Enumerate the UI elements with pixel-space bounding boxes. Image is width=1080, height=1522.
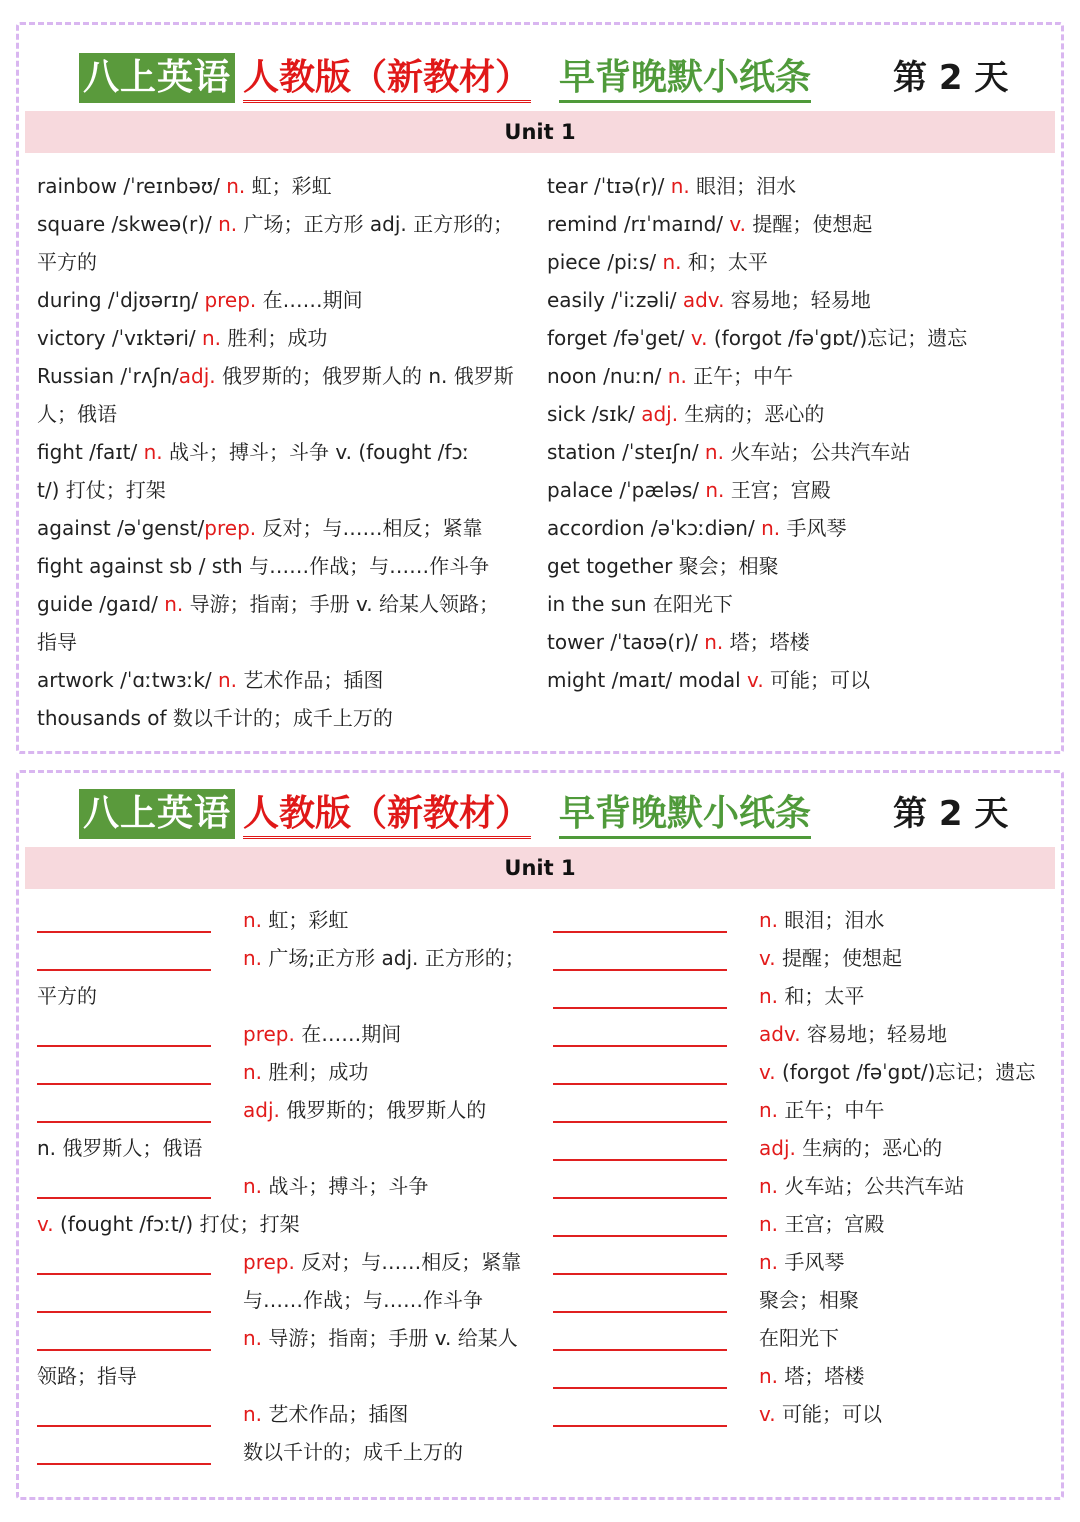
vocab-word: against /əˈgenst/	[37, 516, 205, 540]
meaning-text: 虹；彩虹	[262, 908, 349, 932]
vocab-entry	[547, 623, 1047, 661]
answer-blank[interactable]	[553, 1045, 727, 1047]
answer-blank[interactable]	[553, 1425, 727, 1427]
part-of-speech: n.	[662, 250, 682, 274]
answer-blank[interactable]	[553, 1387, 727, 1389]
part-of-speech: v.	[690, 326, 708, 350]
part-of-speech: n.	[218, 668, 238, 692]
meaning-text: 艺术作品；插图	[262, 1402, 409, 1426]
vocab-entry	[37, 623, 537, 661]
vocab-word: in the sun 在阳光下	[547, 592, 733, 616]
answer-blank[interactable]	[37, 1045, 211, 1047]
part-of-speech: v.	[729, 212, 747, 236]
quiz-meaning	[243, 1053, 368, 1091]
vocab-meaning: 容易地；轻易地	[724, 288, 871, 312]
vocab-entry	[37, 471, 537, 509]
vocab-entry	[547, 585, 1047, 623]
meaning-text: 和；太平	[778, 984, 865, 1008]
title-subject: 八上英语	[79, 789, 235, 839]
part-of-speech: adj.	[641, 402, 679, 426]
part-of-speech: n.	[143, 440, 163, 464]
title-series: 早背晚默小纸条	[559, 53, 811, 103]
part-of-speech: n.	[226, 174, 246, 198]
part-of-speech: n.	[704, 440, 724, 464]
meaning-text: 在……期间	[294, 1022, 402, 1046]
vocab-meaning: 战斗；搏斗；斗争 v. (fought /fɔː	[162, 440, 470, 464]
part-of-speech: n.	[759, 1364, 779, 1388]
quiz-meaning	[243, 1015, 401, 1053]
vocab-word: easily /ˈiːzəli/	[547, 288, 683, 312]
quiz-meaning	[243, 901, 348, 939]
vocab-meaning: 眼泪；泪水	[689, 174, 797, 198]
vocab-word: 平方的	[37, 250, 97, 274]
vocab-meaning: 手风琴	[780, 516, 847, 540]
part-of-speech: n.	[164, 592, 184, 616]
quiz-meaning	[243, 1319, 518, 1357]
part-of-speech: v.	[759, 1060, 776, 1084]
vocab-entry	[547, 281, 1047, 319]
meaning-text: 数以千计的；成千上万的	[243, 1440, 463, 1464]
answer-blank[interactable]	[553, 1273, 727, 1275]
quiz-row	[553, 1243, 1053, 1281]
quiz-meaning	[37, 977, 97, 1015]
part-of-speech: prep.	[243, 1022, 295, 1046]
vocab-meaning: 俄罗斯的；俄罗斯人的 n. 俄罗斯	[215, 364, 514, 388]
quiz-row	[553, 1015, 1053, 1053]
quiz-row	[553, 1129, 1053, 1167]
answer-blank[interactable]	[37, 931, 211, 933]
vocab-entry	[547, 471, 1047, 509]
meaning-text: 胜利；成功	[262, 1060, 369, 1084]
day-label: 第 2 天	[893, 58, 1009, 98]
meaning-text: 广场;正方形 adj. 正方形的；	[262, 946, 525, 970]
answer-blank[interactable]	[37, 1311, 211, 1313]
vocab-meaning: 正午；中午	[686, 364, 794, 388]
vocab-word: square /skweə(r)/	[37, 212, 219, 236]
vocab-entry	[547, 547, 1047, 585]
quiz-meaning	[37, 1205, 300, 1243]
answer-blank[interactable]	[553, 1235, 727, 1237]
vocab-entry	[37, 699, 537, 737]
quiz-row	[37, 1357, 537, 1395]
vocab-meaning: 塔；塔楼	[723, 630, 810, 654]
meaning-text: (forgot /fəˈgɒt/)忘记；遗忘	[775, 1060, 1036, 1084]
part-of-speech: n.	[667, 364, 687, 388]
vocab-entry	[37, 509, 537, 547]
vocab-meaning: 在……期间	[256, 288, 363, 312]
unit-bar: Unit 1	[25, 847, 1055, 889]
answer-blank[interactable]	[37, 1121, 211, 1123]
vocab-entry	[547, 661, 1047, 699]
quiz-row	[37, 1281, 537, 1319]
part-of-speech: n.	[759, 1098, 779, 1122]
vocab-entry	[37, 281, 537, 319]
answer-blank[interactable]	[553, 931, 727, 933]
answer-blank[interactable]	[37, 1463, 211, 1465]
answer-blank[interactable]	[553, 1121, 727, 1123]
part-of-speech: n.	[243, 908, 263, 932]
meaning-text: 反对；与……相反；紧靠	[294, 1250, 522, 1274]
quiz-row	[37, 1167, 537, 1205]
vocab-list-left	[37, 167, 537, 737]
part-of-speech: adj.	[759, 1136, 796, 1160]
vocab-word: might /maɪt/ modal	[547, 668, 748, 692]
quiz-row	[553, 1319, 1053, 1357]
vocab-meaning: 王宫；宫殿	[724, 478, 831, 502]
vocab-word: Russian /ˈrʌʃn/	[37, 364, 179, 388]
quiz-row	[37, 1015, 537, 1053]
vocab-meaning: 艺术作品；插图	[237, 668, 384, 692]
answer-blank[interactable]	[553, 1349, 727, 1351]
vocab-meaning: 和；太平	[681, 250, 768, 274]
quiz-meaning	[759, 1091, 884, 1129]
day-label: 第 2 天	[893, 794, 1009, 834]
quiz-row	[553, 939, 1053, 977]
vocab-meaning: 胜利；成功	[221, 326, 328, 350]
vocab-entry	[547, 433, 1047, 471]
vocab-entry	[37, 319, 537, 357]
part-of-speech: n.	[243, 946, 263, 970]
vocab-entry	[37, 395, 537, 433]
vocab-word: get together 聚会；相聚	[547, 554, 779, 578]
quiz-meaning	[759, 1281, 859, 1319]
vocab-word: accordion /əˈkɔːdiən/	[547, 516, 762, 540]
meaning-text: 提醒；使想起	[775, 946, 902, 970]
vocab-entry	[37, 167, 537, 205]
vocab-word: t/) 打仗；打架	[37, 478, 166, 502]
quiz-row	[37, 1319, 537, 1357]
quiz-meaning	[243, 1167, 428, 1205]
vocab-word: remind /rɪˈmaɪnd/	[547, 212, 730, 236]
vocab-entry	[547, 243, 1047, 281]
vocab-word: rainbow /ˈreɪnbəʊ/	[37, 174, 227, 198]
vocab-meaning: (forgot /fəˈgɒt/)忘记；遗忘	[707, 326, 968, 350]
part-of-speech: n.	[704, 630, 724, 654]
quiz-row	[553, 1205, 1053, 1243]
vocab-entry	[547, 509, 1047, 547]
vocab-entry	[37, 433, 537, 471]
vocab-entry	[547, 395, 1047, 433]
answer-blank[interactable]	[37, 1349, 211, 1351]
answer-blank[interactable]	[553, 1007, 727, 1009]
quiz-row	[37, 1205, 537, 1243]
vocab-word: palace /ˈpæləs/	[547, 478, 706, 502]
vocab-meaning: 生病的；恶心的	[678, 402, 825, 426]
quiz-row	[553, 977, 1053, 1015]
part-of-speech: n.	[759, 908, 779, 932]
quiz-meaning	[759, 1319, 839, 1357]
quiz-meaning	[243, 939, 525, 977]
quiz-meaning	[759, 1167, 964, 1205]
vocab-word: fight against sb / sth 与……作战；与……作斗争	[37, 554, 490, 578]
answer-blank[interactable]	[553, 969, 727, 971]
meaning-text: 正午；中午	[778, 1098, 885, 1122]
vocab-entry	[547, 357, 1047, 395]
part-of-speech: prep.	[204, 516, 257, 540]
study-card	[16, 22, 1064, 754]
title-edition: 人教版（新教材）	[243, 53, 531, 103]
vocab-word: 指导	[37, 630, 77, 654]
part-of-speech: n.	[759, 1250, 779, 1274]
vocab-word: piece /piːs/	[547, 250, 663, 274]
part-of-speech: prep.	[204, 288, 257, 312]
vocab-entry	[37, 205, 537, 243]
part-of-speech: n.	[243, 1060, 263, 1084]
unit-bar: Unit 1	[25, 111, 1055, 153]
quiz-card	[16, 770, 1064, 1500]
meaning-text: 容易地；轻易地	[800, 1022, 947, 1046]
answer-blank[interactable]	[37, 1083, 211, 1085]
part-of-speech: adj.	[243, 1098, 280, 1122]
vocab-meaning: 火车站；公共汽车站	[723, 440, 911, 464]
meaning-text: 领路；指导	[37, 1364, 137, 1388]
vocab-word: station /ˈsteɪʃn/	[547, 440, 705, 464]
part-of-speech: n.	[759, 984, 779, 1008]
quiz-row	[553, 1053, 1053, 1091]
meaning-text: 生病的；恶心的	[795, 1136, 943, 1160]
quiz-meaning	[37, 1357, 137, 1395]
vocab-entry	[37, 547, 537, 585]
part-of-speech: n.	[759, 1174, 779, 1198]
quiz-meaning	[759, 1243, 844, 1281]
answer-blank[interactable]	[553, 1197, 727, 1199]
meaning-text: 手风琴	[778, 1250, 845, 1274]
quiz-row	[553, 1091, 1053, 1129]
meaning-text: 与……作战；与……作斗争	[243, 1288, 483, 1312]
meaning-text: 战斗；搏斗；斗争	[262, 1174, 429, 1198]
part-of-speech: n.	[243, 1174, 263, 1198]
part-of-speech: n.	[202, 326, 222, 350]
vocab-entry	[547, 205, 1047, 243]
vocab-word: fight /faɪt/	[37, 440, 144, 464]
quiz-row	[37, 1129, 537, 1167]
vocab-meaning: 广场；正方形 adj. 正方形的；	[237, 212, 514, 236]
part-of-speech: adj.	[178, 364, 216, 388]
quiz-row	[37, 1433, 537, 1471]
quiz-meaning	[759, 901, 884, 939]
vocab-word: during /ˈdjʊərɪŋ/	[37, 288, 205, 312]
quiz-meaning	[243, 1281, 483, 1319]
title-subject: 八上英语	[79, 53, 235, 103]
quiz-meaning	[759, 1357, 864, 1395]
answer-blank[interactable]	[37, 1197, 211, 1199]
answer-blank[interactable]	[37, 969, 211, 971]
part-of-speech: adv.	[682, 288, 725, 312]
quiz-row	[37, 977, 537, 1015]
part-of-speech: n.	[243, 1402, 263, 1426]
quiz-meaning	[243, 1243, 521, 1281]
meaning-text: 塔；塔楼	[778, 1364, 865, 1388]
answer-blank[interactable]	[37, 1273, 211, 1275]
part-of-speech: n.	[243, 1326, 263, 1350]
vocab-word: thousands of 数以千计的；成千上万的	[37, 706, 393, 730]
vocab-entry	[547, 167, 1047, 205]
part-of-speech: n.	[759, 1212, 779, 1236]
quiz-row	[553, 1167, 1053, 1205]
vocab-word: victory /ˈvɪktəri/	[37, 326, 202, 350]
vocab-meaning: 导游；指南；手册 v. 给某人领路；	[183, 592, 499, 616]
vocab-entry	[37, 585, 537, 623]
part-of-speech: v.	[37, 1212, 54, 1236]
card-header	[19, 25, 1061, 111]
quiz-meaning	[759, 939, 902, 977]
meaning-text: 在阳光下	[759, 1326, 839, 1350]
meaning-text: 平方的	[37, 984, 97, 1008]
vocab-word: tower /ˈtaʊə(r)/	[547, 630, 705, 654]
vocab-meaning: 提醒；使想起	[746, 212, 873, 236]
vocab-word: forget /fəˈget/	[547, 326, 691, 350]
quiz-meaning	[243, 1091, 486, 1129]
part-of-speech: n.	[705, 478, 725, 502]
quiz-meaning	[759, 1395, 882, 1433]
quiz-row	[37, 1243, 537, 1281]
title-series: 早背晚默小纸条	[559, 789, 811, 839]
meaning-text: 俄罗斯的；俄罗斯人的	[279, 1098, 487, 1122]
meaning-text: 导游；指南；手册 v. 给某人	[262, 1326, 518, 1350]
vocab-word: artwork /ˈɑːtwɜːk/	[37, 668, 218, 692]
answer-blank[interactable]	[553, 1083, 727, 1085]
part-of-speech: v.	[759, 1402, 776, 1426]
part-of-speech: n.	[218, 212, 238, 236]
meaning-text: n. 俄罗斯人；俄语	[37, 1136, 203, 1160]
part-of-speech: prep.	[243, 1250, 295, 1274]
vocab-entry	[547, 319, 1047, 357]
quiz-row	[37, 1053, 537, 1091]
quiz-list-right	[553, 901, 1053, 1433]
vocab-entry	[37, 661, 537, 699]
meaning-text: (fought /fɔːt/) 打仗；打架	[53, 1212, 300, 1236]
quiz-list-left	[37, 901, 537, 1471]
answer-blank[interactable]	[553, 1159, 727, 1161]
vocab-list-right	[547, 167, 1047, 699]
meaning-text: 火车站；公共汽车站	[778, 1174, 965, 1198]
quiz-meaning	[759, 1205, 884, 1243]
quiz-meaning	[759, 977, 864, 1015]
meaning-text: 聚会；相聚	[759, 1288, 859, 1312]
quiz-meaning	[243, 1395, 408, 1433]
vocab-word: noon /nuːn/	[547, 364, 668, 388]
vocab-entry	[37, 243, 537, 281]
vocab-word: guide /gaɪd/	[37, 592, 165, 616]
quiz-row	[553, 1281, 1053, 1319]
vocab-meaning: 可能；可以	[763, 668, 871, 692]
quiz-row	[37, 1395, 537, 1433]
part-of-speech: n.	[670, 174, 690, 198]
vocab-word: tear /ˈtɪə(r)/	[547, 174, 671, 198]
quiz-row	[553, 1395, 1053, 1433]
quiz-meaning	[243, 1433, 463, 1471]
quiz-meaning	[759, 1015, 947, 1053]
quiz-meaning	[759, 1053, 1035, 1091]
vocab-meaning: 虹；彩虹	[245, 174, 332, 198]
quiz-row	[553, 1357, 1053, 1395]
title-edition: 人教版（新教材）	[243, 789, 531, 839]
vocab-meaning: 反对；与……相反；紧靠	[256, 516, 483, 540]
part-of-speech: n.	[761, 516, 781, 540]
meaning-text: 王宫；宫殿	[778, 1212, 885, 1236]
meaning-text: 可能；可以	[775, 1402, 882, 1426]
quiz-meaning	[759, 1129, 942, 1167]
meaning-text: 眼泪；泪水	[778, 908, 885, 932]
vocab-word: sick /sɪk/	[547, 402, 642, 426]
vocab-word: 人；俄语	[37, 402, 117, 426]
vocab-entry	[37, 357, 537, 395]
answer-blank[interactable]	[37, 1425, 211, 1427]
answer-blank[interactable]	[553, 1311, 727, 1313]
quiz-row	[37, 1091, 537, 1129]
part-of-speech: v.	[759, 946, 776, 970]
quiz-row	[37, 939, 537, 977]
quiz-row	[37, 901, 537, 939]
part-of-speech: v.	[747, 668, 764, 692]
quiz-row	[553, 901, 1053, 939]
quiz-meaning	[37, 1129, 202, 1167]
part-of-speech: adv.	[759, 1022, 801, 1046]
